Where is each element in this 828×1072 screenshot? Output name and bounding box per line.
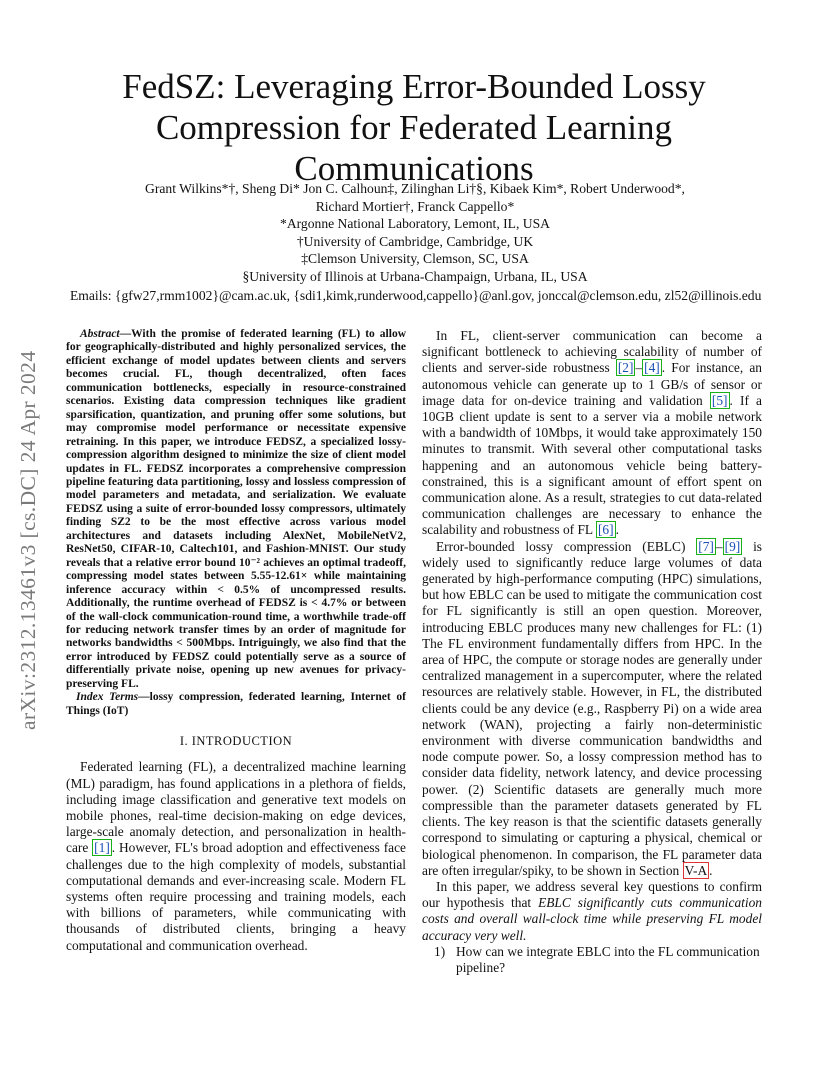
text-run: Error-bounded lossy compression (EBLC) <box>436 538 697 554</box>
body-paragraph <box>422 328 762 539</box>
text-run: . If a 10GB client update is sent to a server via a mobile network with a bandwidth of 10Mbps, it would take approximately 150 minutes to transmit. With several other computational tasks happening and an autonomous vehicle being battery-constrained, this is a significant amount of effort spent on communication alone. As a result, strategies to cut data-related communication challenges are necessary to enhance the scalability and robustness of FL <box>422 392 762 538</box>
text-run: – <box>715 538 723 554</box>
list-number: 1) <box>434 943 446 959</box>
body-paragraph <box>422 539 762 879</box>
text-run: In FL, client-server communication can become a significant bottleneck to achieving scalability of number of clients and server-side robustness <box>422 328 762 376</box>
affiliation: §University of Illinois at Urbana-Champaign, Urbana, IL, USA <box>242 268 588 284</box>
author-block <box>70 180 760 305</box>
hypothesis-text: EBLC significantly cuts communication costs and overall wall-clock time while preserving FL model accuracy very well. <box>422 895 762 943</box>
text-run: In this paper, we address several key questions to confirm our hypothesis that <box>422 878 762 911</box>
section-heading-introduction: I. INTRODUCTION <box>179 734 293 749</box>
affiliation: ‡Clemson University, Clemson, SC, USA <box>301 251 529 266</box>
abstract-label: Abstract <box>80 328 120 340</box>
abstract-text: —With the promise of federated learning (FL) to allow for geographically-distributed and highly personalized services, the efficient exchange of model updates between clients and servers becomes crucial. FL, though decentralized, often faces communication bottlenecks, especially in resource-constrained scenarios. Existing data compression techniques like gradient sparsification, quantization, and pruning offer some solutions, but may compromise model performance or necessitate expensive retraining. In this paper, we introduce FEDSZ, a specialized lossy-compression algorithm designed to minimize the size of client model updates in FL. FEDSZ incorporates a comprehensive compression pipeline featuring data partitioning, lossy and lossless compression of model parameters and metadata, and serialization. We evaluate FEDSZ using a suite of error-bounded lossy compressors, ultimately finding SZ2 to be the most effective across various model architectures and datasets including AlexNet, MobileNetV2, ResNet50, CIFAR-10, Caltech101, and Fashion-MNIST. Our study reveals that a relative error bound 10⁻² achieves an optimal tradeoff, compressing model states between 5.55-12.61× while maintaining inference accuracy within < 0.5% of uncompressed results. Additionally, the runtime overhead of FEDSZ is < 4.7% or between of the wall-clock communication-round time, a worthwhile trade-off for reducing network transfer times by an order of magnitude for networks bandwidths < 500Mbps. Intriguingly, we also find that the error introduced by FEDSZ could potentially serve as a source of differentially private noise, opening up new avenues for privacy-preserving FL. <box>66 328 406 690</box>
right-column <box>422 328 762 976</box>
list-item <box>422 944 762 976</box>
citation-link[interactable]: [6] <box>597 522 614 538</box>
affiliation: *Argonne National Laboratory, Lemont, IL, USA <box>280 216 550 231</box>
citation-link[interactable]: [9] <box>724 538 741 554</box>
author-line: Grant Wilkins*†, Sheng Di* Jon C. Calhoun‡, Zilinghan Li†§, Kibaek Kim*, Robert Underwood*, <box>145 181 685 196</box>
affiliation: †University of Cambridge, Cambridge, UK <box>296 233 534 249</box>
intro-paragraph <box>66 759 406 953</box>
citation-link[interactable]: [4] <box>644 360 660 376</box>
citation-link[interactable]: [7] <box>698 538 714 554</box>
citation-link[interactable]: [1] <box>94 840 110 856</box>
text-run: . <box>615 522 619 538</box>
text-run: . <box>709 862 713 878</box>
citation-link[interactable]: [2] <box>617 360 634 376</box>
author-line: Richard Mortier†, Franck Cappello* <box>315 198 515 214</box>
text-run: . For instance, an autonomous vehicle can generate up to 1 GB/s of sensor or image data for on-device training and validation <box>422 360 762 408</box>
text-run: Federated learning (FL), a decentralized machine learning (ML) paradigm, has found applications in a plethora of fields, including image classification and generative text models on mobile phones, real-time decision-making on edge devices, large-scale anomaly detection, and personalization in health-care <box>66 759 406 856</box>
list-item-text: How can we integrate EBLC into the FL communication pipeline? <box>456 943 760 975</box>
index-terms <box>66 691 406 718</box>
text-run: . However, FL's broad adoption and effectiveness face challenges due to the high complexity of models, substantial computational demands and ever-increasing scale. Modern FL systems often require processing and training models, each with billions of parameters, while communicating with thousands of distributed clients, bringing a heavy computational and communication overhead. <box>66 840 407 953</box>
paper-title: FedSZ: Leveraging Error-Bounded Lossy Compression for Federated Learning Communications <box>122 67 706 188</box>
question-list <box>422 944 762 976</box>
index-terms-text: —lossy compression, federated learning, Internet of Things (IoT) <box>66 691 407 717</box>
section-reference-link[interactable]: V-A <box>684 862 708 878</box>
citation-link[interactable]: [5] <box>711 392 728 408</box>
text-run: is widely used to significantly reduce large volumes of data generated by high-performance computing (HPC) simulations, but how EBLC can be used to mitigate the communication cost for FL significantly is still an open question. Moreover, introducing EBLC produces many new challenges for FL: (1) The FL environment fundamentally differs from HPC. In the area of HPC, the compute or storage nodes are generally under centralized management in a supercomputer, where the related resources are relatively stable. However, in FL, the distributed clients could be any device (e.g., Raspberry Pi) on a wide area network (WAN), projecting a fairly non-deterministic environment with diverse communication bandwidths and node compute power. So, a lossy compression method has to consider data fidelity, network latency, and device processing power. (2) Scientific datasets are generally much more compressible than the parameter datasets generated by FL clients. The key reason is that the scientific datasets generally correspond to simulating or capturing a physical, chemical or biological phenomenon. In comparison, the FL parameter data are often irregular/spiky, to be shown in Section <box>422 538 763 878</box>
arxiv-identifier[interactable]: arXiv:2312.13461v3 [cs.DC] 24 Apr 2024 <box>16 350 40 730</box>
abstract <box>66 328 406 691</box>
body-paragraph <box>422 879 762 944</box>
text-run: – <box>635 360 643 376</box>
email-list: Emails: {gfw27,rmm1002}@cam.ac.uk, {sdi1,kimk,runderwood,cappello}@anl.gov, jonccal@clemson.edu, zl52@illinois.edu <box>70 288 762 303</box>
index-terms-label: Index Terms <box>76 691 139 704</box>
left-column <box>66 328 406 954</box>
